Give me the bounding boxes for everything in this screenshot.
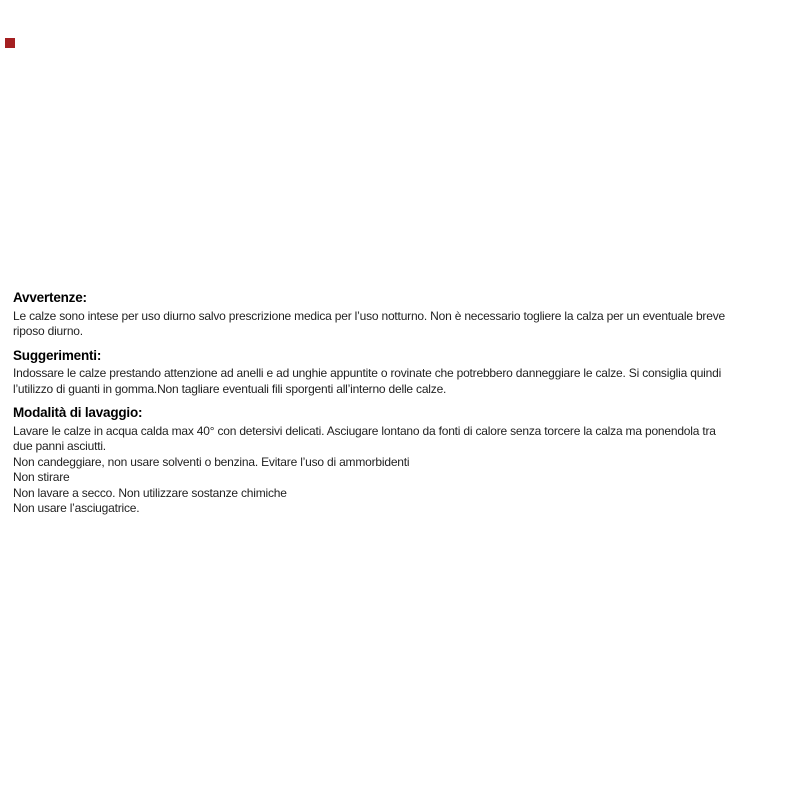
text-line: Non stirare (13, 470, 70, 484)
text-line: due panni asciutti. (13, 439, 106, 453)
section-heading-suggerimenti: Suggerimenti: (13, 347, 102, 363)
text-line: Non candeggiare, non usare solventi o benzina. Evitare l’uso di ammorbidenti (13, 454, 410, 469)
section-heading-modalita-di-lavaggio: Modalità di lavaggio: (13, 405, 143, 420)
section-paragraph-avvertenze (13, 309, 793, 340)
section-paragraph-modalita-di-lavaggio (13, 424, 793, 517)
section-paragraph-suggerimenti (13, 366, 793, 397)
text-line: Lavare le calze in acqua calda max 40° con detersivi delicati. Asciugare lontano da fonti di calore senza torcere la calza ma ponendola tra (13, 423, 716, 438)
text-line: riposo diurno. (13, 324, 83, 338)
text-line: l’utilizzo di guanti in gomma.Non tagliare eventuali fili sporgenti all’interno delle calze. (13, 381, 447, 396)
care-instructions-text (13, 290, 793, 517)
text-line: Non lavare a secco. Non utilizzare sostanze chimiche (13, 485, 287, 500)
section-heading-avvertenze: Avvertenze: (13, 290, 87, 305)
text-line: Non usare l’asciugatrice. (13, 501, 140, 515)
red-artifact-mark (5, 38, 15, 48)
text-line: Le calze sono intese per uso diurno salvo prescrizione medica per l’uso notturno. Non è necessario togliere la calza per un eventuale breve (13, 308, 725, 323)
text-line: Indossare le calze prestando attenzione ad anelli e ad unghie appuntite o rovinate che potrebbero danneggiare le calze. Si consiglia quindi (13, 366, 722, 380)
